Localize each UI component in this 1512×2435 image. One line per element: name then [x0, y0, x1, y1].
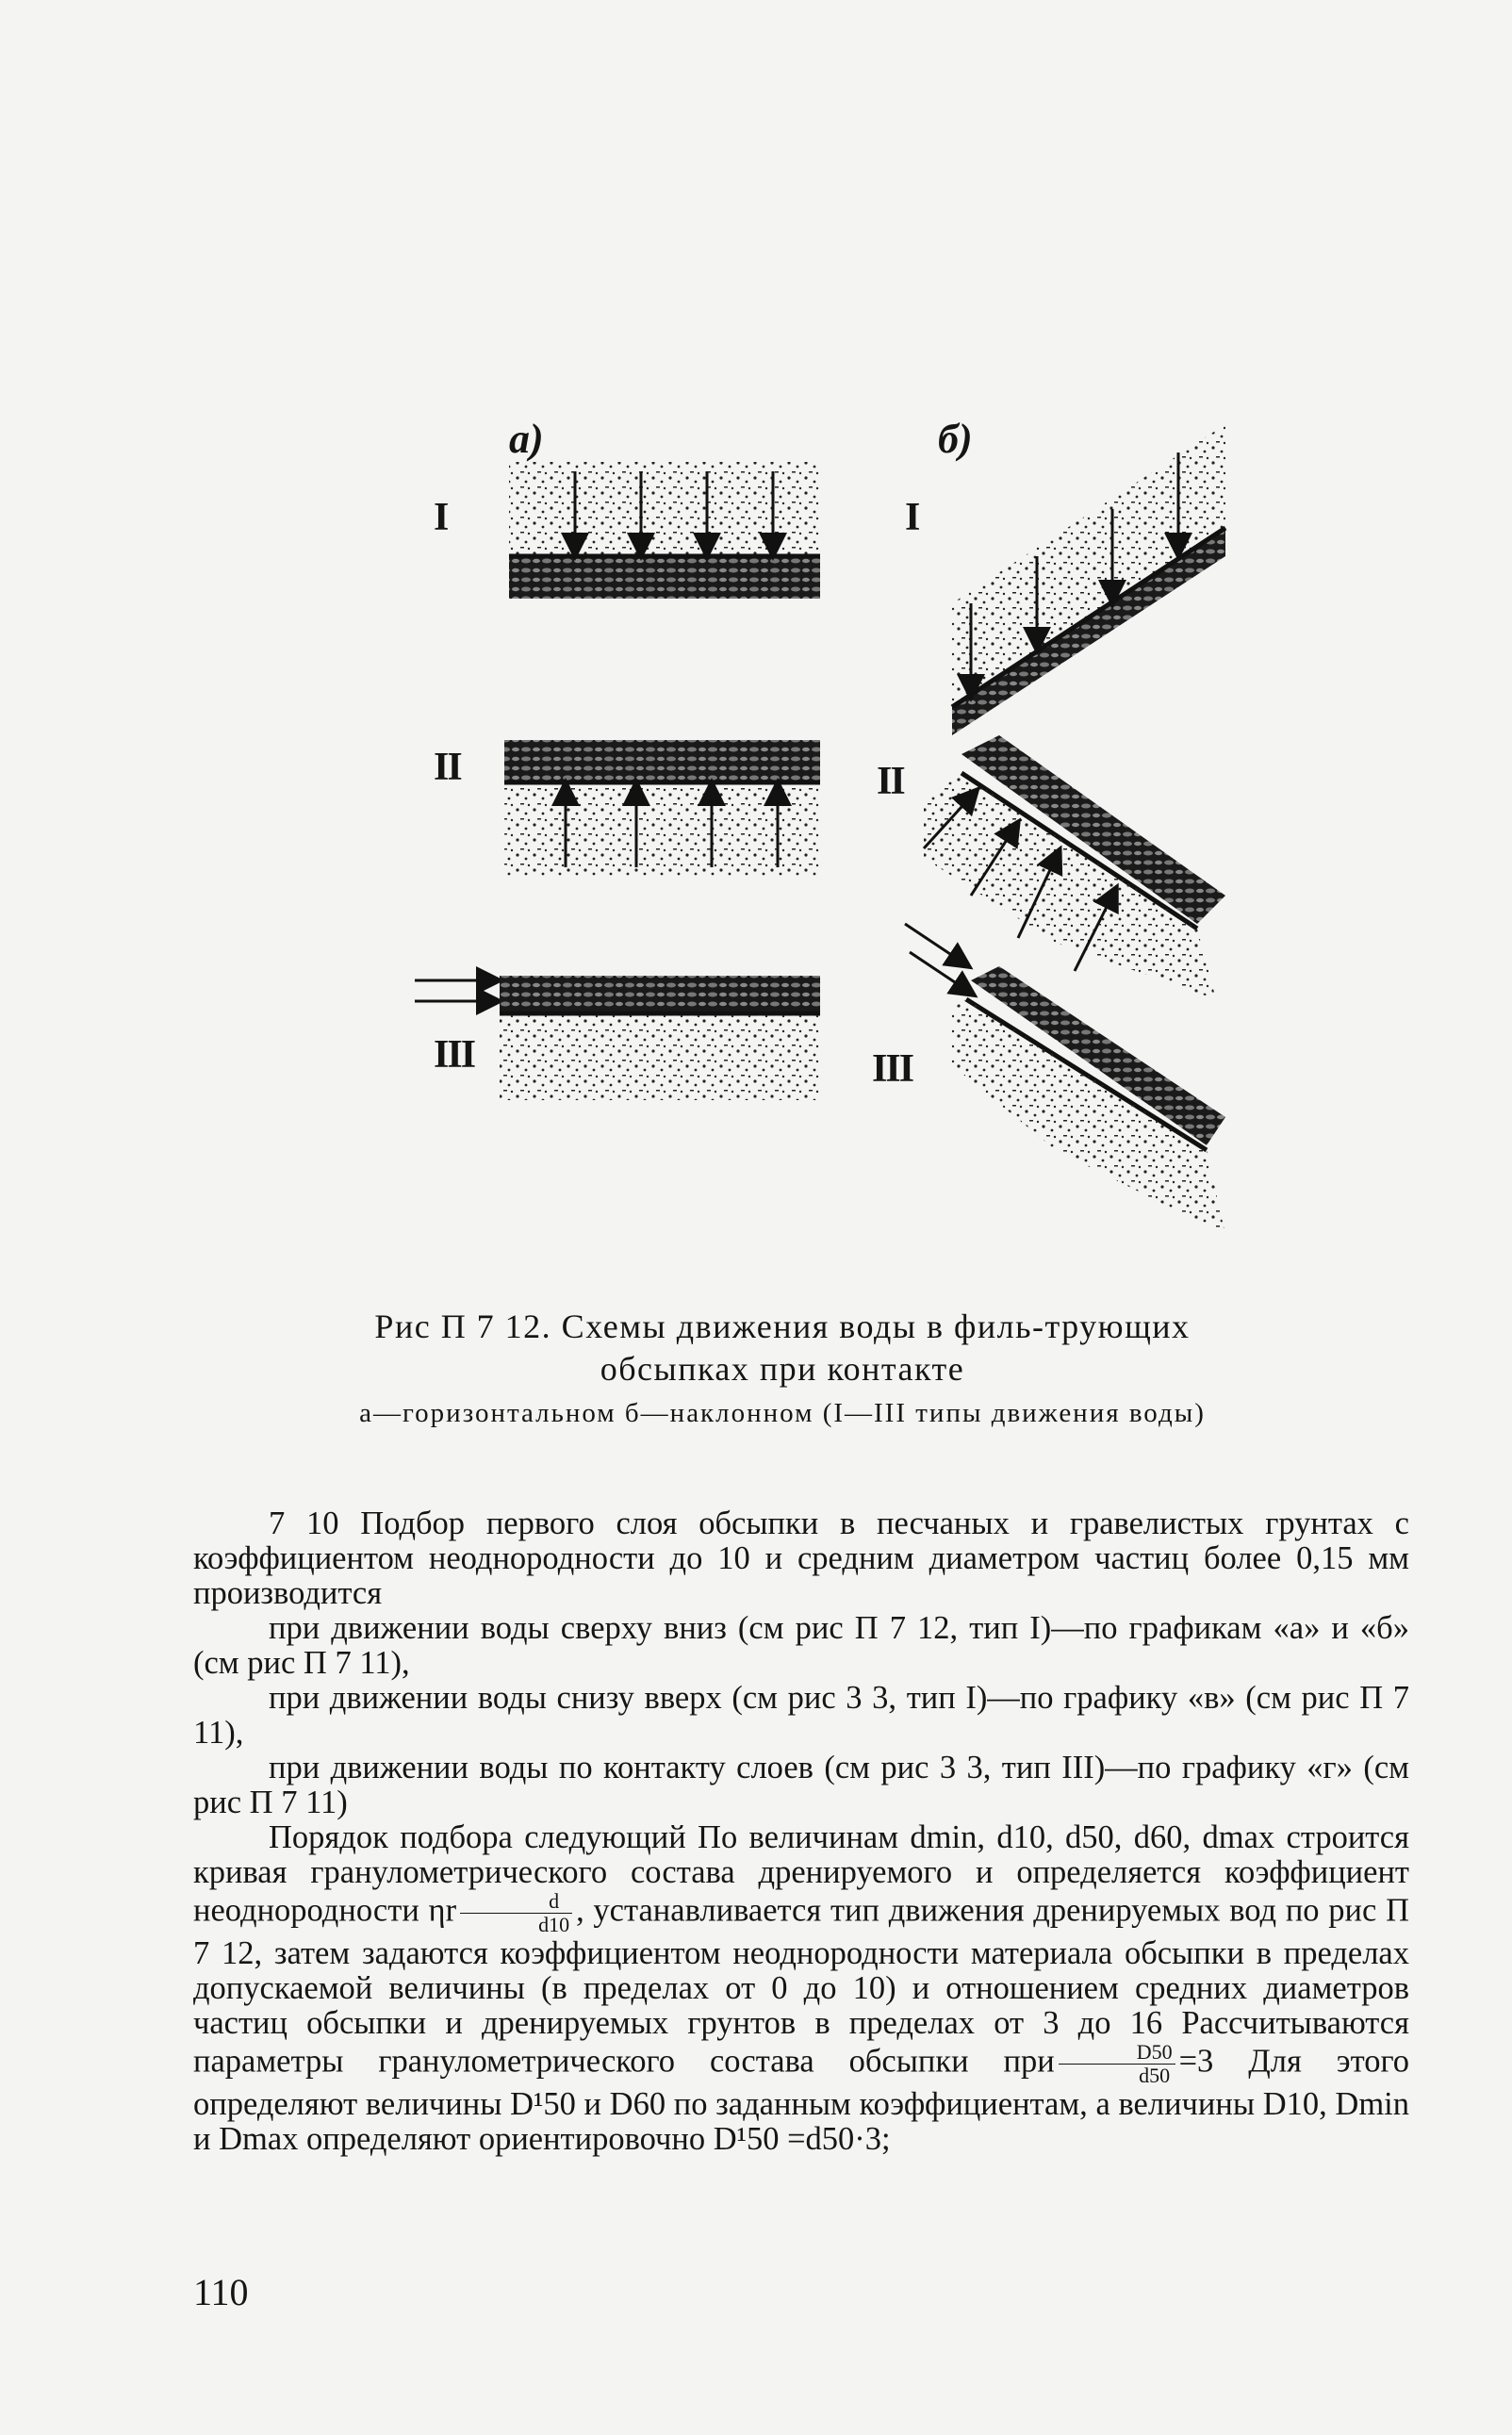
caption-subtitle: а—горизонтальном б—наклонном (I—III типы движения воды): [359, 1398, 1206, 1428]
row-label-1-a: I: [434, 496, 448, 539]
procedure-part-3: =3 Для этого определяют величины D¹50 и D60 по заданным коэффициентам, а величины D10, Dmin и Dmax определяют ориентировочно D¹50 =d50·3;: [193, 2043, 1409, 2157]
row-label-3-b: III: [872, 1047, 913, 1091]
figure-drawing: [396, 415, 1244, 1263]
fraction2-numerator: D50: [1059, 2041, 1175, 2065]
fraction2-denominator: d50: [1139, 2064, 1171, 2087]
paragraph-downward: при движении воды сверху вниз (см рис П 7 12, тип I)—по графикам «а» и «б» (см рис П 7 11),: [193, 1610, 1409, 1681]
fraction-diameter-ratio: [1059, 2041, 1175, 2087]
scheme-b-type-1: [952, 424, 1225, 735]
scheme-a-type-2: [504, 740, 820, 879]
row-label-2-a: II: [434, 746, 461, 789]
scheme-a-type-3: [415, 976, 820, 1100]
row-label-1-b: I: [905, 496, 919, 539]
procedure-part-2: , устанавливается тип движения дренируемых вод по рис П 7 12, затем задаются коэффициентом неоднородности материала обсыпки в пределах допускаемой величины (в пределах от 0 до 10) и отношением средних диаметров частиц обсыпки и дренируемых грунтов в пределах от 3 до 16 Рассчитываются параметры гранулометрического состава обсыпки при: [193, 1892, 1409, 2080]
figure-water-flow-schemes: [396, 415, 1244, 1263]
panel-a-label: a): [509, 416, 544, 462]
page-number: 110: [193, 2271, 249, 2313]
figure-caption: [339, 1306, 1225, 1430]
caption-title: Рис П 7 12. Схемы движения воды в филь-трующих обсыпках при контакте: [374, 1308, 1191, 1388]
panel-b-label: б): [938, 416, 973, 462]
paragraph-upward: при движении воды снизу вверх (см рис 3 3, тип I)—по графику «в» (см рис П 7 11),: [193, 1680, 1409, 1751]
fraction-denominator: d10: [538, 1913, 570, 1936]
paragraph-contact: при движении воды по контакту слоев (см рис 3 3, тип III)—по графику «г» (см рис П 7 11): [193, 1750, 1409, 1820]
paragraph-procedure: [193, 1820, 1409, 2157]
procedure-part-1: Порядок подбора следующий По величинам dmin, d10, d50, d60, dmax строится кривая гранулометрического состава дренируемого и определяется коэффициент неоднородности ηr: [193, 1819, 1409, 1929]
fraction-nonuniformity: [460, 1890, 572, 1936]
body-text: [193, 1506, 1409, 2157]
fraction-numerator: d: [460, 1890, 572, 1914]
paragraph-7-10: 7 10 Подбор первого слоя обсыпки в песчаных и гравелистых грунтах с коэффициентом неоднородности до 10 и средним диаметром частиц более 0,15 мм производится: [193, 1505, 1409, 1611]
scheme-a-type-1: [509, 462, 820, 599]
row-label-3-a: III: [434, 1033, 475, 1077]
scheme-b-type-2: [924, 735, 1225, 999]
row-label-2-b: II: [877, 760, 904, 803]
